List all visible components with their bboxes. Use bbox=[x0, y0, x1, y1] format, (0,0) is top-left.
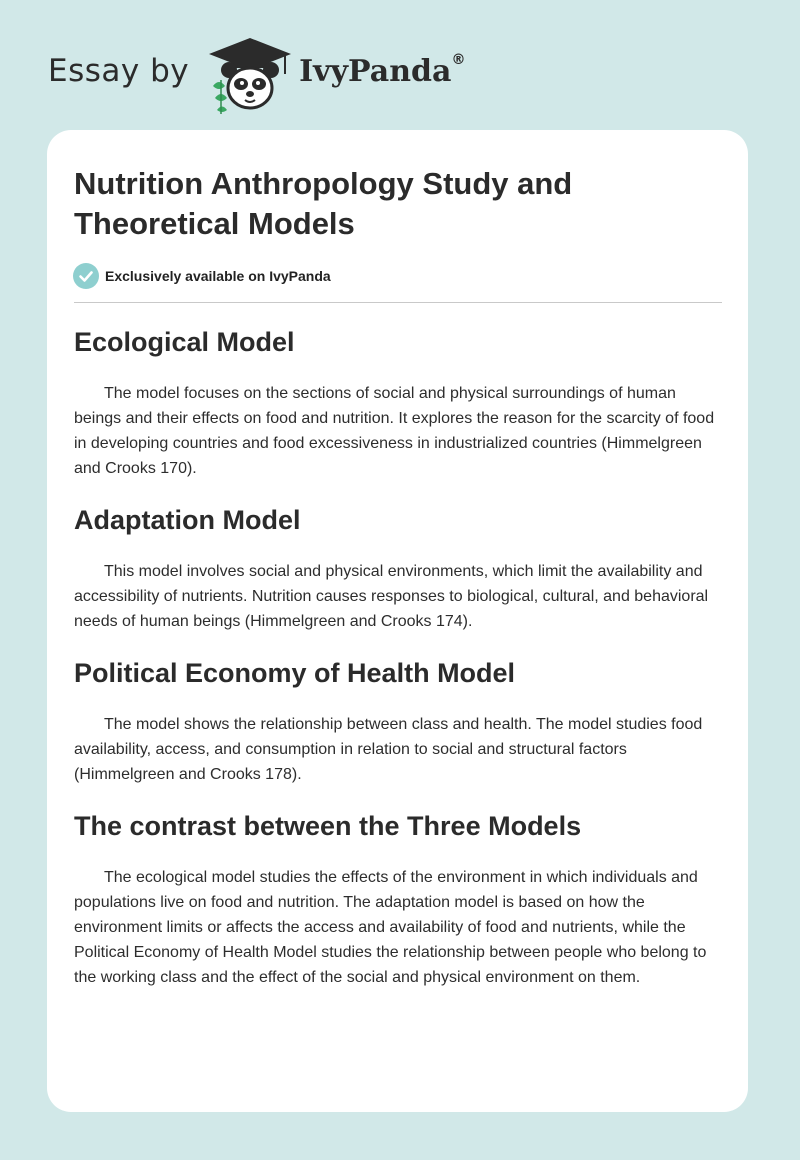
section-ecological-model bbox=[74, 320, 726, 481]
check-circle-icon bbox=[73, 263, 99, 289]
section-paragraph: The model focuses on the sections of social and physical surroundings of human beings and their effects on food and nutrition. It explores the reason for the scarcity of food in developing countries and food excessiveness in industrialized countries (Himmelgreen and Crooks 170). bbox=[74, 385, 715, 477]
essay-body bbox=[74, 320, 726, 1007]
section-paragraph: This model involves social and physical environments, which limit the availability and accessibility of nutrients. Nutrition causes responses to biological, cultural, and behavioral needs of human beings (Himmelgreen and Crooks 174). bbox=[74, 563, 709, 630]
section-heading: The contrast between the Three Models bbox=[74, 811, 582, 841]
section-heading: Adaptation Model bbox=[74, 505, 301, 535]
ivypanda-logo-icon[interactable] bbox=[205, 34, 295, 114]
section-paragraph: The ecological model studies the effects of the environment in which individuals and populations live on food and nutrition. The adaptation model is based on how the environment limits or affects the access and availability of food and nutrients, while the Political Economy of Health Model studies the relationship between people who belong to the working class and the effect of the social and physical environment on them. bbox=[74, 869, 707, 986]
section-contrast-models bbox=[74, 804, 726, 990]
section-political-economy-model bbox=[74, 651, 726, 787]
badge-text: Exclusively available on IvyPanda bbox=[105, 268, 331, 284]
page-title: Nutrition Anthropology Study and Theoretical Models bbox=[74, 166, 573, 241]
essay-card bbox=[47, 130, 748, 1112]
section-paragraph: The model shows the relationship between class and health. The model studies food availability, access, and consumption in relation to social and structural factors (Himmelgreen and Crooks 178). bbox=[74, 716, 703, 783]
brand-header bbox=[48, 34, 465, 114]
section-heading: Political Economy of Health Model bbox=[74, 658, 516, 688]
registered-mark: ® bbox=[451, 51, 466, 68]
exclusive-badge bbox=[73, 263, 331, 289]
section-adaptation-model bbox=[74, 498, 726, 634]
section-heading: Ecological Model bbox=[74, 327, 295, 357]
brand-name[interactable] bbox=[299, 51, 466, 89]
essay-by-label: Essay by bbox=[48, 53, 190, 89]
divider bbox=[74, 302, 722, 303]
brand-name-text: IvyPanda bbox=[299, 53, 452, 89]
